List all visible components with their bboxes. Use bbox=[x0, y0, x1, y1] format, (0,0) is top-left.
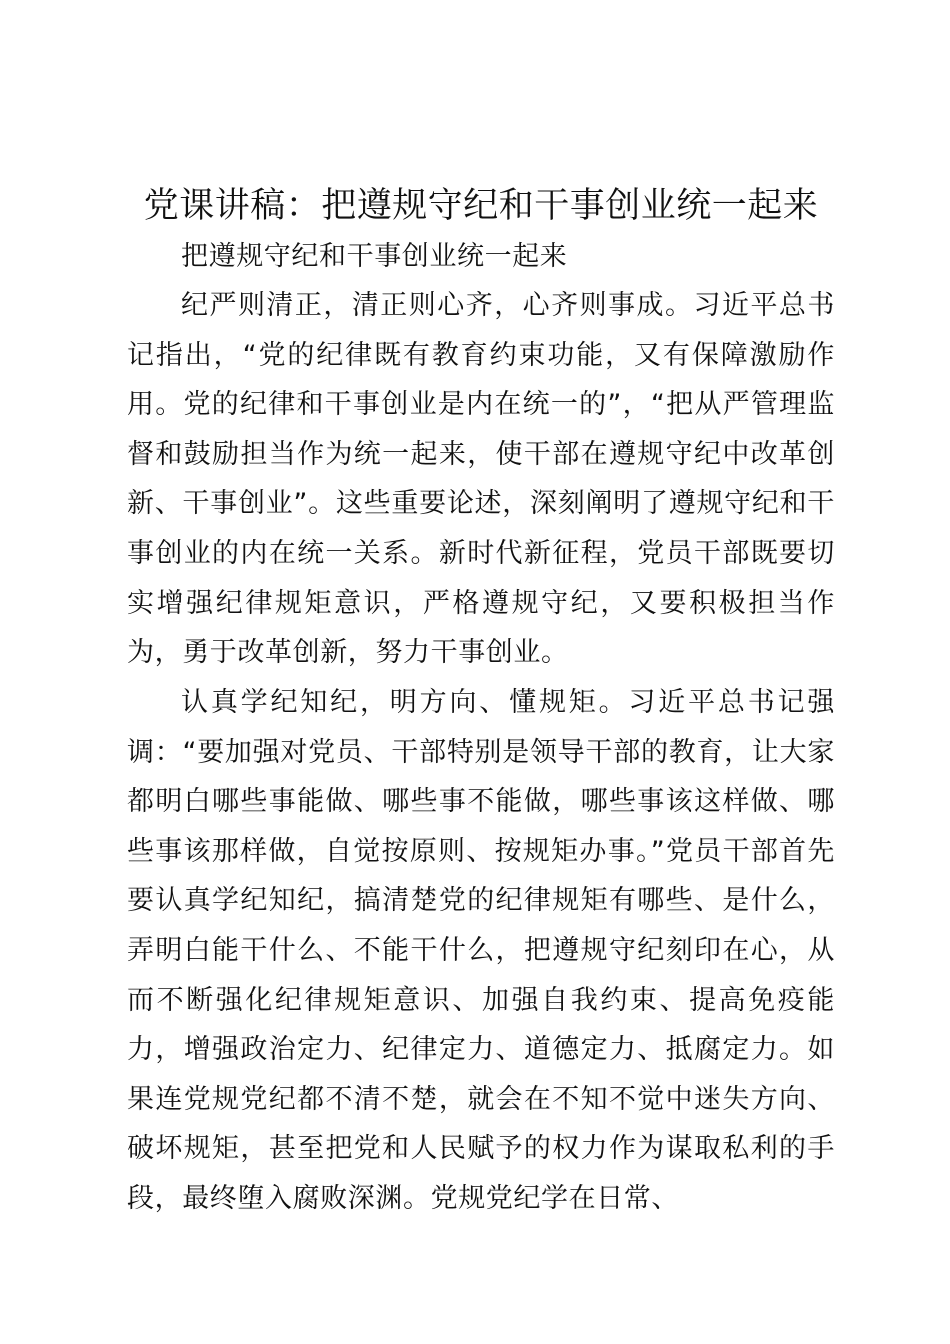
paragraph-intro: 纪严则清正，清正则心齐，心齐则事成。习近平总书记指出，“党的纪律既有教育约束功能，又有保障激励作用。党的纪律和干事创业是内在统一的”，“把从严管理监督和鼓励担当作为统一起来，使干部在遵规守纪中改革创新、干事创业”。这些重要论述，深刻阐明了遵规守纪和干事创业的内在统一关系。新时代新征程，党员干部既要切实增强纪律规矩意识，严格遵规守纪，又要积极担当作为，勇于改革创新，努力干事创业。 bbox=[127, 290, 835, 669]
document-subtitle: 把遵规守纪和干事创业统一起来 bbox=[181, 241, 568, 272]
document-title: 党课讲稿：把遵规守纪和干事创业统一起来 bbox=[143, 186, 819, 226]
paragraph-study-discipline: 认真学纪知纪，明方向、懂规矩。习近平总书记强调：“要加强对党员、干部特别是领导干部的教育，让大家都明白哪些事能做、哪些事不能做，哪些事该这样做、哪些事该那样做，自觉按原则、按规矩办事。”党员干部首先要认真学纪知纪，搞清楚党的纪律规矩有哪些、是什么，弄明白能干什么、不能干什么，把遵规守纪刻印在心，从而不断强化纪律规矩意识、加强自我约束、提高免疫能力，增强政治定力、纪律定力、道德定力、抵腐定力。如果连党规党纪都不清不楚，就会在不知不觉中迷失方向、破坏规矩，甚至把党和人民赋予的权力作为谋取私利的手段，最终堕入腐败深渊。党规党纪学在日常、 bbox=[127, 687, 835, 1214]
